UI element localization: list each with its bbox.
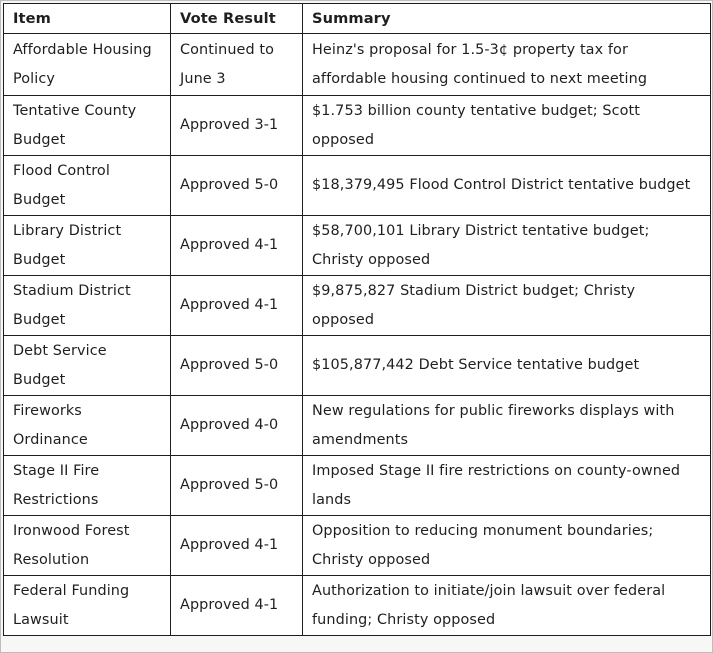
header-item: Item [4, 4, 171, 34]
summary-cell: New regulations for public fireworks displays with amendments [303, 396, 711, 456]
item-cell: Affordable Housing Policy [4, 34, 171, 96]
item-cell: Federal Funding Lawsuit [4, 576, 171, 636]
vote-result-cell: Approved 5-0 [171, 156, 303, 216]
vote-result-cell: Approved 5-0 [171, 336, 303, 396]
table-row [4, 276, 711, 336]
table-row [4, 516, 711, 576]
vote-result-cell: Approved 4-1 [171, 516, 303, 576]
item-cell: Debt Service Budget [4, 336, 171, 396]
header-summary: Summary [303, 4, 711, 34]
summary-cell: Authorization to initiate/join lawsuit over federal funding; Christy opposed [303, 576, 711, 636]
vote-results-table [3, 3, 711, 636]
table-row [4, 216, 711, 276]
vote-result-cell: Approved 4-1 [171, 216, 303, 276]
vote-result-cell: Approved 4-0 [171, 396, 303, 456]
item-cell: Fireworks Ordinance [4, 396, 171, 456]
table-row [4, 34, 711, 96]
summary-cell: Heinz's proposal for 1.5-3¢ property tax for affordable housing continued to next meeting [303, 34, 711, 96]
vote-result-cell: Approved 5-0 [171, 456, 303, 516]
item-cell: Flood Control Budget [4, 156, 171, 216]
header-vote-result: Vote Result [171, 4, 303, 34]
table-row [4, 96, 711, 156]
vote-result-cell: Approved 4-1 [171, 576, 303, 636]
vote-result-cell: Approved 3-1 [171, 96, 303, 156]
summary-cell: $18,379,495 Flood Control District tentative budget [303, 156, 711, 216]
table-row [4, 336, 711, 396]
summary-cell: Imposed Stage II fire restrictions on county-owned lands [303, 456, 711, 516]
table-row [4, 396, 711, 456]
summary-cell: $58,700,101 Library District tentative budget; Christy opposed [303, 216, 711, 276]
item-cell: Stage II Fire Restrictions [4, 456, 171, 516]
table-row [4, 576, 711, 636]
item-cell: Tentative County Budget [4, 96, 171, 156]
summary-cell: $1.753 billion county tentative budget; Scott opposed [303, 96, 711, 156]
table-header-row [4, 4, 711, 34]
summary-cell: Opposition to reducing monument boundaries; Christy opposed [303, 516, 711, 576]
summary-cell: $9,875,827 Stadium District budget; Christy opposed [303, 276, 711, 336]
table-row [4, 456, 711, 516]
item-cell: Ironwood Forest Resolution [4, 516, 171, 576]
vote-result-cell: Approved 4-1 [171, 276, 303, 336]
summary-cell: $105,877,442 Debt Service tentative budget [303, 336, 711, 396]
item-cell: Stadium District Budget [4, 276, 171, 336]
table-row [4, 156, 711, 216]
item-cell: Library District Budget [4, 216, 171, 276]
vote-result-cell: Continued to June 3 [171, 34, 303, 96]
